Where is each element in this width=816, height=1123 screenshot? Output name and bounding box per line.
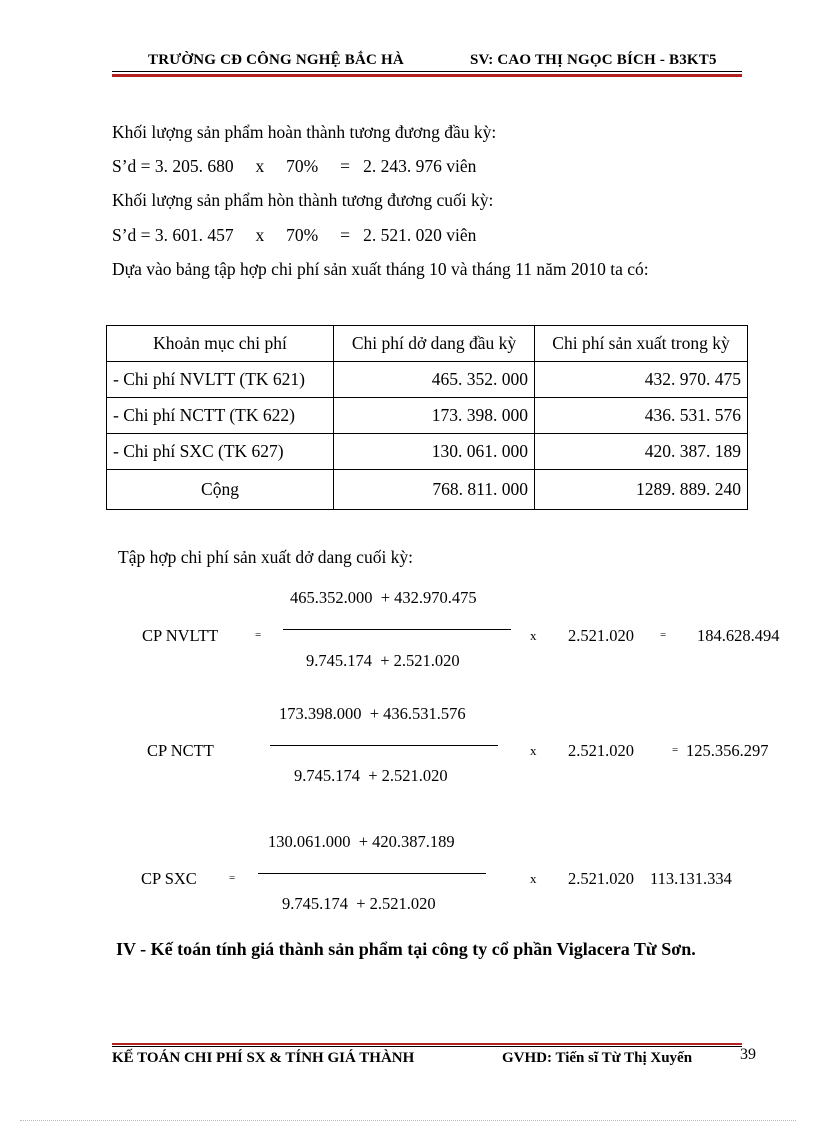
formula-3-fraction-bar	[258, 873, 486, 874]
section-title: IV - Kế toán tính giá thành sản phẩm tại công ty cổ phần Viglacera Từ Sơn.	[116, 939, 696, 959]
table-row	[107, 398, 748, 434]
cost-table	[106, 325, 748, 510]
footer-rule-red	[112, 1043, 742, 1045]
formula-2-factor: 2.521.020	[568, 741, 634, 760]
body-line-5: Dựa vào bảng tập hợp chi phí sản xuất tháng 10 và tháng 11 năm 2010 ta có:	[112, 259, 649, 279]
formula-3-numerator: 130.061.000 + 420.387.189	[268, 832, 455, 851]
formula-3-result: 113.131.334	[650, 869, 732, 888]
formula-2-numerator: 173.398.000 + 436.531.576	[279, 704, 466, 723]
table-total-row	[107, 470, 748, 510]
formula-2-multiply: x	[530, 743, 537, 758]
table-cell: 1289. 889. 240	[535, 470, 748, 510]
formula-2-fraction-bar	[270, 745, 498, 746]
table-cell: 436. 531. 576	[535, 398, 748, 434]
footer-rule-thin	[112, 1046, 742, 1047]
table-cell: - Chi phí NCTT (TK 622)	[107, 398, 334, 434]
body-line-3: Khối lượng sản phẩm hòn thành tương đương cuối kỳ:	[112, 190, 494, 210]
table-cell: 130. 061. 000	[334, 434, 535, 470]
table-cell: 173. 398. 000	[334, 398, 535, 434]
formula-2-denominator: 9.745.174 + 2.521.020	[294, 766, 448, 785]
formula-2-result: 125.356.297	[686, 741, 769, 760]
formula-1-denominator: 9.745.174 + 2.521.020	[306, 651, 460, 670]
formula-1-result: 184.628.494	[697, 626, 780, 645]
formula-1-equals: =	[255, 629, 262, 641]
formula-3-equals: =	[229, 872, 236, 884]
formula-2-label: CP NCTT	[147, 741, 214, 760]
formula-3-label: CP SXC	[141, 869, 197, 888]
formula-1-fraction-bar	[283, 629, 511, 630]
table-cell: 432. 970. 475	[535, 362, 748, 398]
page-number: 39	[740, 1046, 756, 1063]
header-rule-thin	[112, 71, 742, 72]
formula-3-multiply: x	[530, 871, 537, 886]
header-rule-red	[112, 74, 742, 77]
formula-1-factor: 2.521.020	[568, 626, 634, 645]
page-bottom-dotted-line	[20, 1120, 796, 1121]
formula-3-denominator: 9.745.174 + 2.521.020	[282, 894, 436, 913]
table-header-cell: Chi phí dở dang đầu kỳ	[334, 326, 535, 362]
footer-right: GVHD: Tiến sĩ Từ Thị Xuyến	[502, 1050, 693, 1066]
table-row	[107, 434, 748, 470]
formula-1-multiply: x	[530, 628, 537, 643]
formula-2-equals-2: =	[672, 744, 679, 756]
summary-heading: Tập hợp chi phí sản xuất dở dang cuối kỳ:	[118, 547, 414, 567]
body-line-2: S’d = 3. 205. 680 x 70% = 2. 243. 976 viên	[112, 156, 477, 176]
table-cell: - Chi phí SXC (TK 627)	[107, 434, 334, 470]
formula-1-label: CP NVLTT	[142, 626, 219, 645]
table-header-cell: Khoản mục chi phí	[107, 326, 334, 362]
table-cell: 420. 387. 189	[535, 434, 748, 470]
header-student: SV: CAO THỊ NGỌC BÍCH - B3KT5	[470, 52, 717, 68]
header-school: TRƯỜNG CĐ CÔNG NGHỆ BẮC HÀ	[148, 52, 404, 68]
body-line-1: Khối lượng sản phẩm hoàn thành tương đương đầu kỳ:	[112, 122, 497, 142]
table-cell: Cộng	[107, 470, 334, 510]
table-header-row	[107, 326, 748, 362]
footer-left: KẾ TOÁN CHI PHÍ SX & TÍNH GIÁ THÀNH	[112, 1050, 415, 1066]
table-cell: 465. 352. 000	[334, 362, 535, 398]
body-line-4: S’d = 3. 601. 457 x 70% = 2. 521. 020 viên	[112, 225, 477, 245]
formula-3-factor: 2.521.020	[568, 869, 634, 888]
formula-1-equals-2: =	[660, 629, 667, 641]
formula-1-numerator: 465.352.000 + 432.970.475	[290, 588, 477, 607]
table-row	[107, 362, 748, 398]
table-cell: 768. 811. 000	[334, 470, 535, 510]
table-header-cell: Chi phí sản xuất trong kỳ	[535, 326, 748, 362]
table-cell: - Chi phí NVLTT (TK 621)	[107, 362, 334, 398]
